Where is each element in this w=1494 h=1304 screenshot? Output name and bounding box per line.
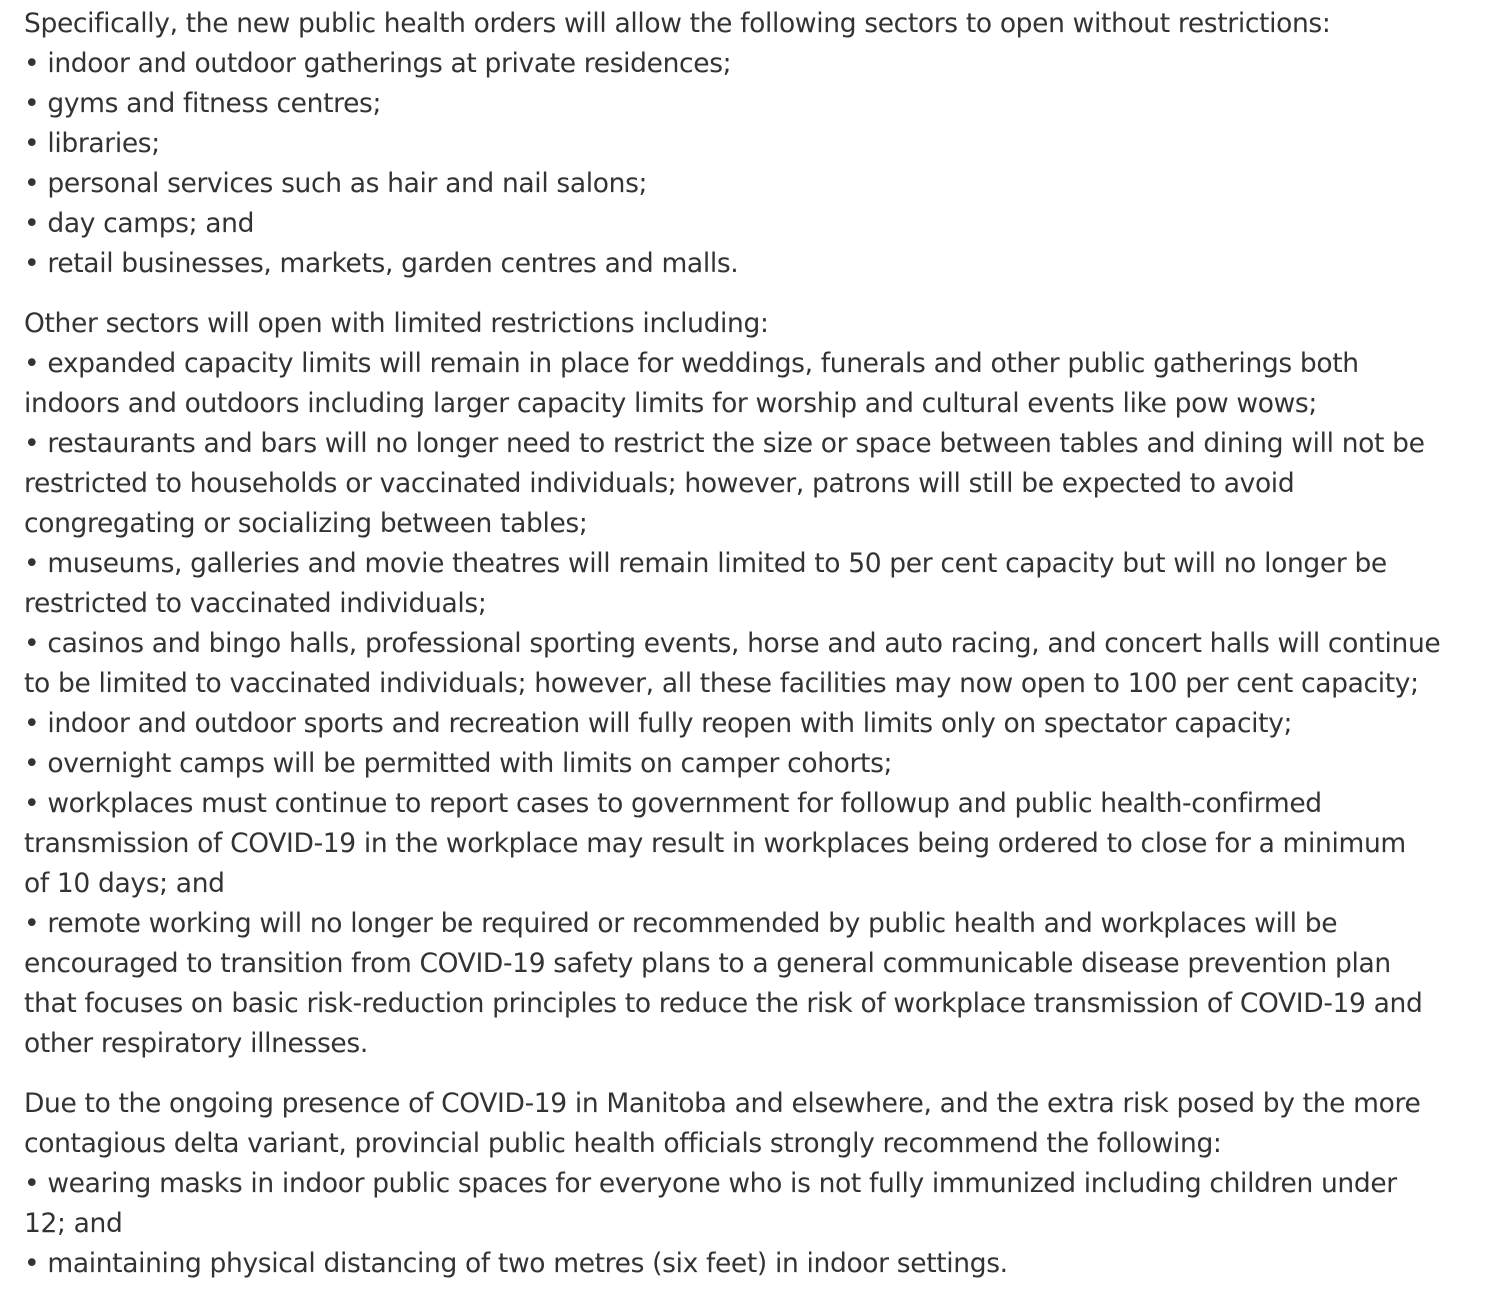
list-item: • restaurants and bars will no longer need to restrict the size or space between tables and dining will not be [24,428,1425,459]
list-item: • workplaces must continue to report cases to government for followup and public health-confirmed [24,788,1322,819]
text-line: Other sectors will open with limited restrictions including: [24,308,769,339]
list-item: • overnight camps will be permitted with limits on camper cohorts; [24,748,893,779]
text-line: restricted to vaccinated individuals; [24,588,487,619]
text-line: contagious delta variant, provincial public health officials strongly recommend the following: [24,1128,1222,1159]
list-item: • day camps; and [24,208,255,239]
paragraph-limited-restrictions [24,304,1486,1064]
list-item: • gyms and fitness centres; [24,88,382,119]
text-line: indoors and outdoors including larger capacity limits for worship and cultural events like pow wows; [24,388,1317,419]
text-line: restricted to households or vaccinated individuals; however, patrons will still be expected to avoid [24,468,1295,499]
list-item: • remote working will no longer be required or recommended by public health and workplaces will be [24,908,1338,939]
text-line: transmission of COVID-19 in the workplace may result in workplaces being ordered to close for a minimum [24,828,1406,859]
text-line: of 10 days; and [24,868,225,899]
list-item: • wearing masks in indoor public spaces for everyone who is not fully immunized including children under [24,1168,1397,1199]
list-item: • personal services such as hair and nail salons; [24,168,648,199]
text-line: Specifically, the new public health orders will allow the following sectors to open without restrictions: [24,8,1331,39]
text-line: to be limited to vaccinated individuals; however, all these facilities may now open to 100 per cent capacity; [24,668,1419,699]
text-line: Due to the ongoing presence of COVID-19 in Manitoba and elsewhere, and the extra risk posed by the more [24,1088,1421,1119]
list-item: • retail businesses, markets, garden centres and malls. [24,248,739,279]
paragraph-open-without-restrictions [24,4,1486,284]
text-line: that focuses on basic risk-reduction principles to reduce the risk of workplace transmission of COVID-19 and [24,988,1423,1019]
list-item: • libraries; [24,128,160,159]
list-item: • indoor and outdoor gatherings at private residences; [24,48,732,79]
paragraph-recommendations [24,1084,1486,1284]
list-item: • casinos and bingo halls, professional sporting events, horse and auto racing, and concert halls will continue [24,628,1441,659]
list-item: • museums, galleries and movie theatres will remain limited to 50 per cent capacity but will no longer be [24,548,1387,579]
text-line: 12; and [24,1208,123,1239]
text-line: other respiratory illnesses. [24,1028,368,1059]
article-body [24,4,1486,1304]
list-item: • maintaining physical distancing of two metres (six feet) in indoor settings. [24,1248,1008,1279]
list-item: • indoor and outdoor sports and recreation will fully reopen with limits only on spectator capacity; [24,708,1293,739]
list-item: • expanded capacity limits will remain in place for weddings, funerals and other public gatherings both [24,348,1359,379]
text-line: encouraged to transition from COVID-19 safety plans to a general communicable disease prevention plan [24,948,1391,979]
text-line: congregating or socializing between tables; [24,508,588,539]
